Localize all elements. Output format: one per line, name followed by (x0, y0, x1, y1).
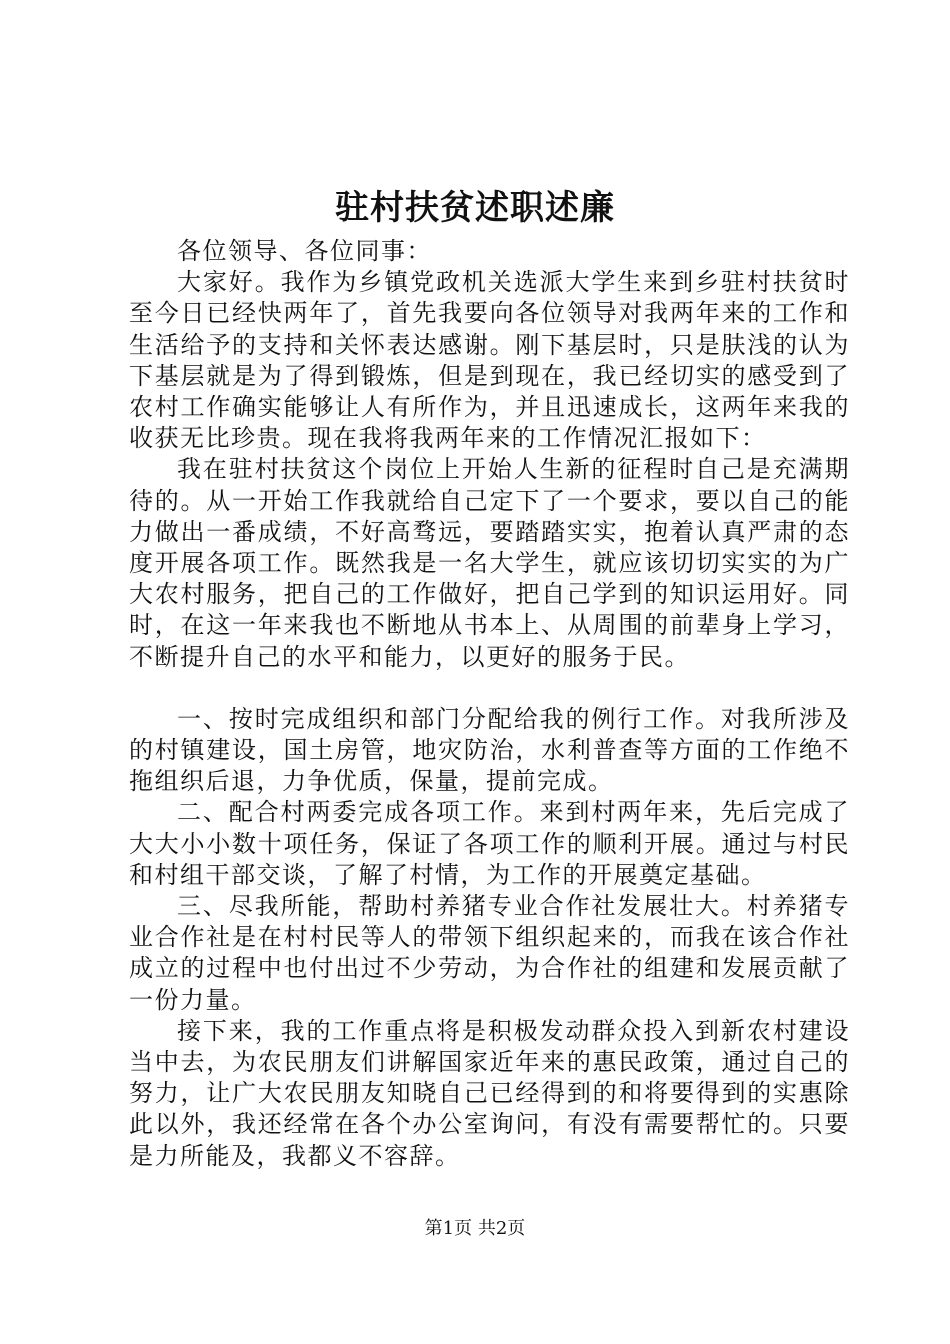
item-one-paragraph: 一、按时完成组织和部门分配给我的例行工作。对我所涉及的村镇建设，国土房管，地灾防治，水利普查等方面的工作绝不拖组织后退，力争优质，保量，提前完成。 (129, 704, 850, 796)
page-number-footer: 第1页 共2页 (424, 1218, 526, 1239)
next-steps-paragraph: 接下来，我的工作重点将是积极发动群众投入到新农村建设当中去，为农民朋友们讲解国家近年来的惠民政策，通过自己的努力，让广大农民朋友知晓自己已经得到的和将要得到的实惠除此以外，我还经常在各个办公室询问，有没有需要帮忙的。只要是力所能及，我都义不容辞。 (129, 1016, 850, 1170)
intro-paragraph: 大家好。我作为乡镇党政机关选派大学生来到乡驻村扶贫时至今日已经快两年了，首先我要向各位领导对我两年来的工作和生活给予的支持和关怀表达感谢。刚下基层时，只是肤浅的认为下基层就是为了得到锻炼，但是到现在，我已经切实的感受到了农村工作确实能够让人有所作为，并且迅速成长，这两年来我的收获无比珍贵。现在我将我两年来的工作情况汇报如下： (129, 268, 850, 453)
item-two-paragraph: 二、配合村两委完成各项工作。来到村两年来，先后完成了大大小小数十项任务，保证了各项工作的顺利开展。通过与村民和村组干部交谈，了解了村情，为工作的开展奠定基础。 (129, 798, 850, 889)
salutation-paragraph: 各位领导、各位同事： (177, 237, 432, 265)
document-title: 驻村扶贫述职述廉 (335, 188, 615, 228)
attitude-paragraph: 我在驻村扶贫这个岗位上开始人生新的征程时自己是充满期待的。从一开始工作我就给自己定下了一个要求，要以自己的能力做出一番成绩，不好高骛远，要踏踏实实，抱着认真严肃的态度开展各项工作。既然我是一名大学生，就应该切切实实的为广大农村服务，把自己的工作做好，把自己学到的知识运用好。同时，在这一年来我也不断地从书本上、从周围的前辈身上学习，不断提升自己的水平和能力，以更好的服务于民。 (129, 455, 850, 671)
document-body (129, 236, 850, 1172)
item-three-paragraph: 三、尽我所能，帮助村养猪专业合作社发展壮大。村养猪专业合作社是在村村民等人的带领下组织起来的，而我在该合作社成立的过程中也付出过不少劳动，为合作社的组建和发展贡献了一份力量。 (129, 892, 850, 1014)
